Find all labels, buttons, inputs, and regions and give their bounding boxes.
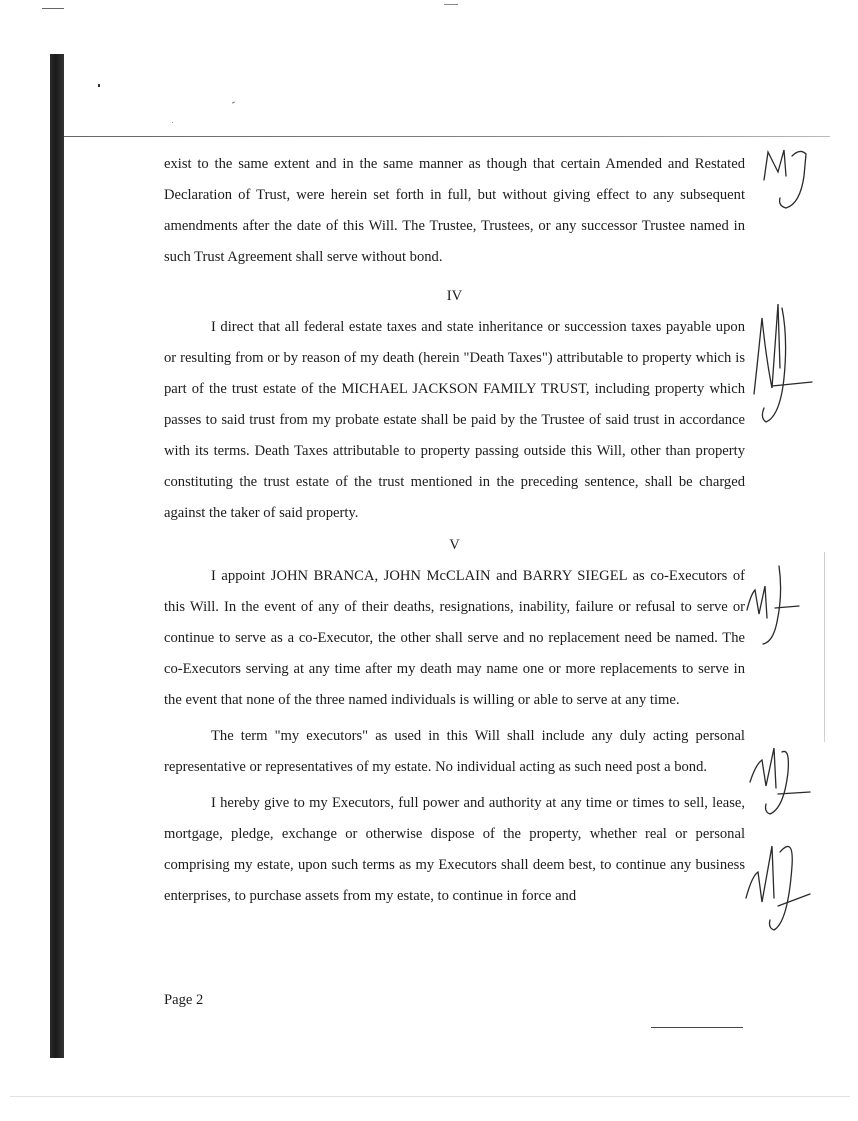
executors-paragraph: I appoint JOHN BRANCA, JOHN McCLAIN and BARRY SIEGEL as co-Executors of this Will. In the event of any of their deaths, resignations, inability, failure or refusal to serve or continue to serve as a co-Executor, the other shall serve and no replacement need be named. The co-Executors serving at any time after my death may name one or more replacements to serve in the event that none of the three named individuals is willing or able to serve at any time. (164, 568, 745, 708)
footer-rule (651, 1027, 743, 1028)
scan-artifact (444, 4, 458, 5)
scan-speck (232, 101, 235, 103)
handwritten-initials (760, 146, 820, 216)
handwritten-initials (748, 742, 818, 822)
scan-speck (172, 122, 173, 123)
handwritten-initials (752, 298, 822, 428)
handwritten-initials (744, 836, 816, 946)
scan-edge-line (10, 1096, 850, 1097)
scan-edge-line (824, 552, 825, 742)
continuation-block (164, 149, 745, 273)
section-iv-body (164, 312, 745, 529)
executor-powers-paragraph: I hereby give to my Executors, full power and authority at any time or times to sell, lease, mortgage, pledge, exchange or otherwise dispose of the property, whether real or personal comprising my estate, upon such terms as my Executors shall deem best, to continue any business enterprises, to purchase assets from my estate, to continue in force and (164, 795, 745, 904)
handwritten-initials (745, 564, 815, 654)
binding-edge (50, 54, 64, 1058)
continuation-paragraph: exist to the same extent and in the same manner as though that certain Amended and Restated Declaration of Trust, were herein set forth in full, but without giving effect to any subsequent amendments after the date of this Will. The Trustee, Trustees, or any successor Trustee named in such Trust Agreement shall serve without bond. (164, 156, 745, 265)
scan-artifact (42, 8, 64, 9)
page-number: Page 2 (164, 992, 204, 1008)
section-v-body (164, 561, 745, 912)
scan-speck (98, 84, 100, 87)
executors-definition-paragraph: The term "my executors" as used in this Will shall include any duly acting personal representative or representatives of my estate. No individual acting as such need post a bond. (164, 728, 745, 775)
copy-edge-line (64, 136, 830, 137)
section-heading-v: V (449, 537, 460, 553)
tax-paragraph: I direct that all federal estate taxes and state inheritance or succession taxes payable upon or resulting from or by reason of my death (herein "Death Taxes") attributable to property which is part of the trust estate of the MICHAEL JACKSON FAMILY TRUST, including property which passes to said trust from my probate estate shall be paid by the Trustee of said trust in accordance with its terms. Death Taxes attributable to property passing outside this Will, other than property constituting the trust estate of the trust mentioned in the preceding sentence, shall be charged against the taker of said property. (164, 319, 745, 521)
section-heading-iv: IV (446, 288, 463, 304)
